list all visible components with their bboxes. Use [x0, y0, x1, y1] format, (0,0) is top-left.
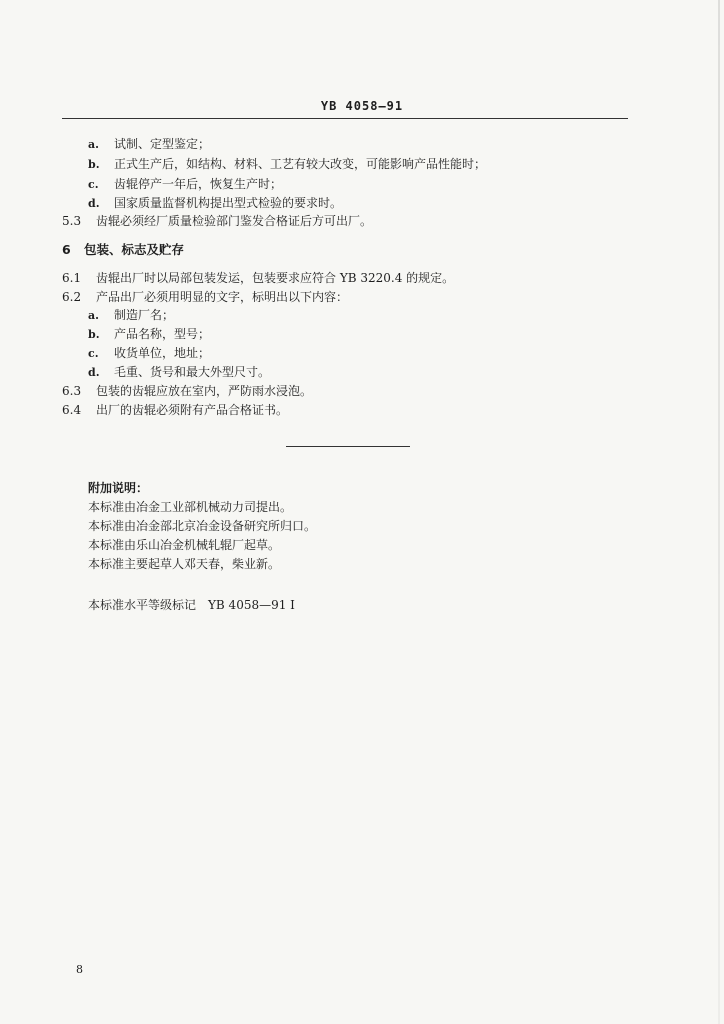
list-item-text: 制造厂名； [114, 308, 175, 322]
note-line: 本标准由乐山冶金机械轧辊厂起草。 [88, 538, 281, 552]
note-line: 本标准由冶金部北京冶金设备研究所归口。 [88, 519, 317, 533]
note-line: 本标准主要起草人邓天春，柴业新。 [88, 557, 281, 571]
clause-6-3 [62, 383, 312, 399]
list-item [88, 176, 282, 193]
header-rule [62, 118, 628, 119]
clause-number: 5.3 [62, 214, 82, 228]
list-marker: c. [88, 178, 99, 191]
additional-notes-title: 附加说明： [88, 481, 149, 495]
list-item-text: 正式生产后，如结构、材料、工艺有较大改变，可能影响产品性能时； [114, 157, 487, 171]
end-of-text-rule [286, 446, 410, 447]
list-marker: b. [88, 328, 100, 341]
clause-text: 出厂的齿辊必须附有产品合格证书。 [96, 403, 289, 417]
list-item [88, 307, 174, 324]
clause-6-4 [62, 402, 288, 418]
clause-number: 6.2 [62, 290, 82, 304]
list-item-text: 齿辊停产一年后，恢复生产时； [114, 177, 283, 191]
list-marker: d. [88, 197, 100, 210]
list-item [88, 156, 486, 173]
list-marker: c. [88, 347, 99, 360]
section-heading [62, 242, 184, 258]
clause-text: 包装的齿辊应放在室内，严防雨水浸泡。 [96, 384, 313, 398]
list-item-text: 产品名称，型号； [114, 327, 211, 341]
clause-text: 产品出厂必须用明显的文字，标明出以下内容： [96, 290, 349, 304]
standard-grade-mark: 本标准水平等级标记 YB 4058—91 Ⅰ [88, 598, 295, 612]
list-marker: a. [88, 138, 99, 151]
list-item-text: 试制、定型鉴定； [114, 137, 211, 151]
clause-text: 齿辊出厂时以局部包装发运，包装要求应符合 YB 3220.4 的规定。 [96, 271, 455, 285]
clause-5-3 [62, 213, 372, 229]
clause-6-1 [62, 270, 454, 286]
page-header-standard-code: YB 4058—91 [320, 99, 404, 113]
clause-number: 6.4 [62, 403, 82, 417]
list-item [88, 326, 210, 343]
clause-number: 6.1 [62, 271, 82, 285]
list-marker: d. [88, 366, 100, 379]
list-item-text: 国家质量监督机构提出型式检验的要求时。 [114, 196, 343, 210]
clause-6-2 [62, 289, 348, 305]
section-title: 包装、标志及贮存 [84, 242, 185, 257]
list-marker: b. [88, 158, 100, 171]
clause-number: 6.3 [62, 384, 82, 398]
page-number: 8 [76, 963, 83, 976]
list-marker: a. [88, 309, 99, 322]
list-item-text: 毛重、货号和最大外型尺寸。 [114, 365, 271, 379]
note-line: 本标准由冶金工业部机械动力司提出。 [88, 500, 293, 514]
list-item [88, 195, 342, 212]
section-number: 6 [62, 242, 71, 257]
clause-text: 齿辊必须经厂质量检验部门鉴发合格证后方可出厂。 [96, 214, 373, 228]
list-item [88, 345, 210, 362]
list-item [88, 364, 270, 381]
list-item [88, 136, 210, 153]
scan-edge-shadow [718, 0, 720, 1024]
list-item-text: 收货单位，地址； [114, 346, 211, 360]
